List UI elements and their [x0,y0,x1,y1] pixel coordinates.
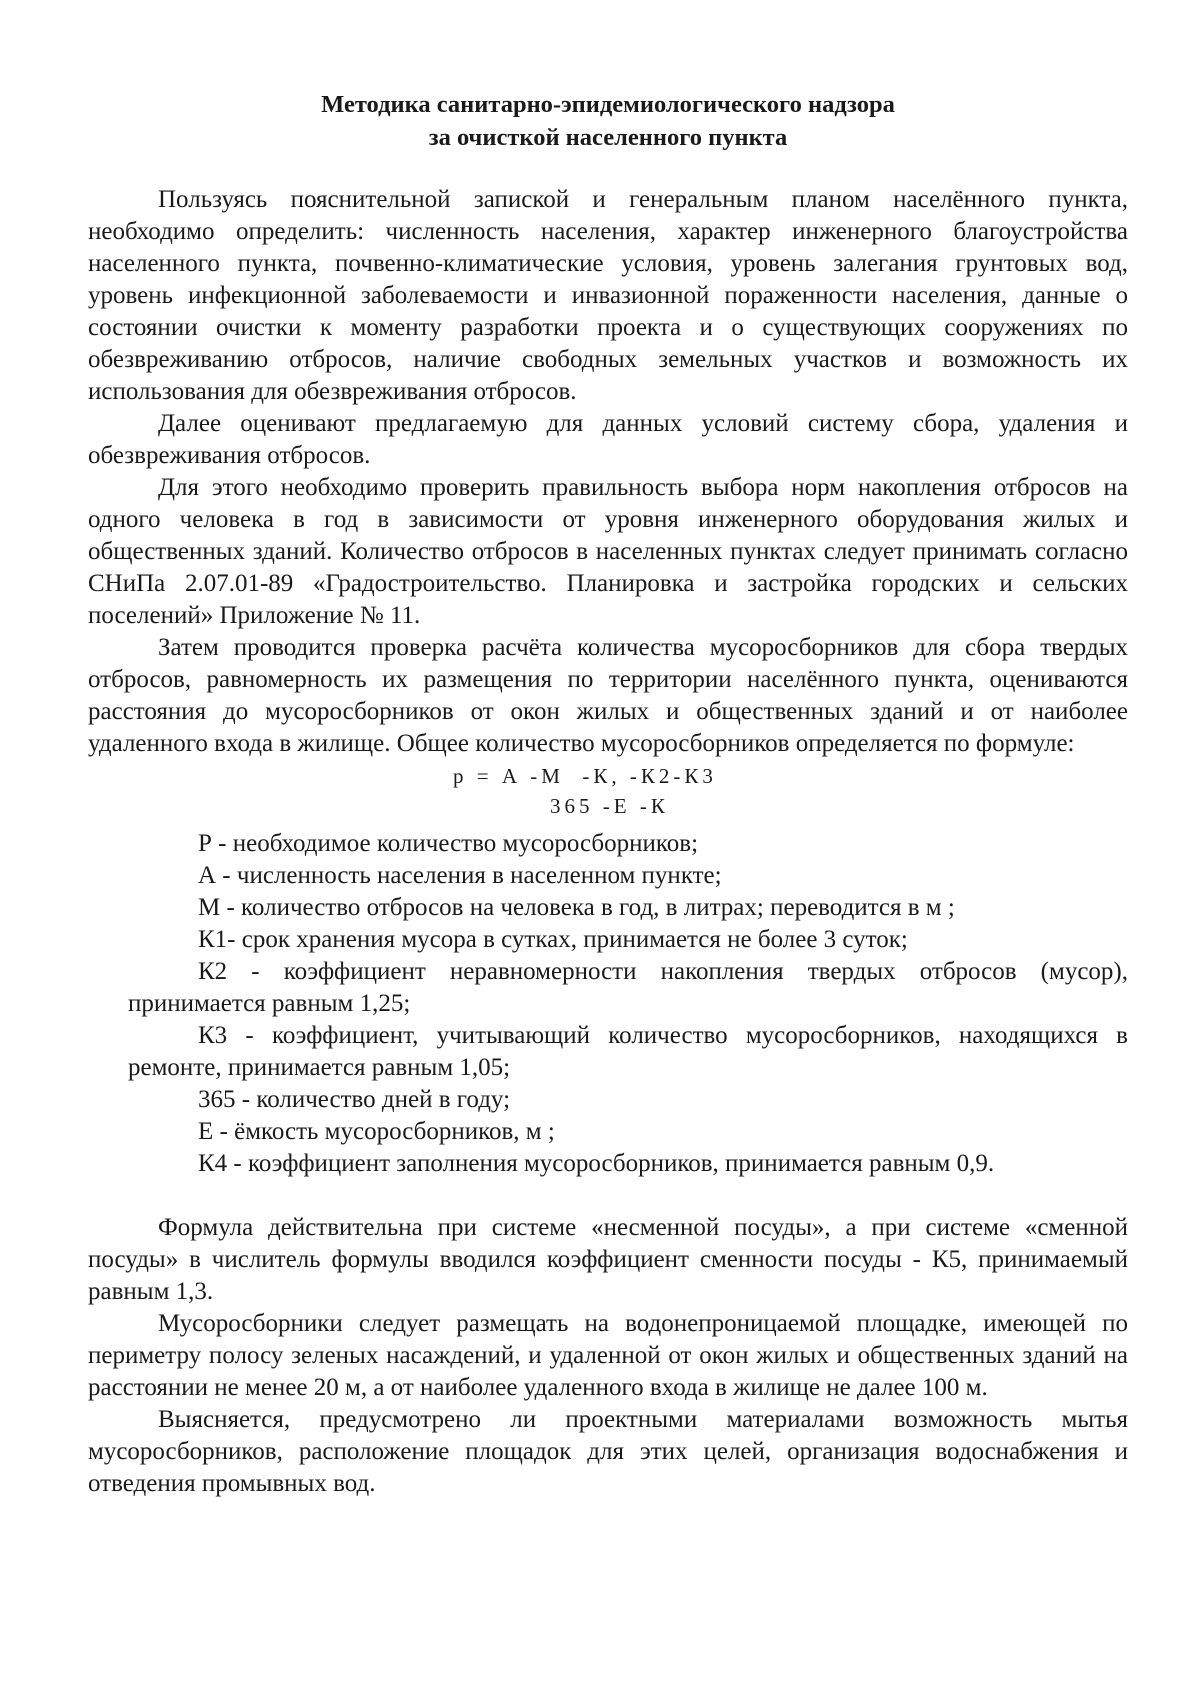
definition-item: К2 - коэффициент неравномерности накопления твердых отбросов (мусор), принимается равным 1,25; [128,958,1128,1017]
title-line-2: за очисткой населенного пункта [428,124,788,151]
paragraph-washing: Выясняется, предусмотрено ли проектными материалами возможность мытья мусоросборников, расположение площадок для этих целей, организация водоснабжения и отведения промывных вод. [88,1406,1128,1497]
paragraph-formula-note: Формула действительна при системе «несменной посуды», а при системе «сменной посуды» в числитель формулы вводился коэффициент сменности посуды - К5, принимаемый равным 1,3. [88,1214,1128,1305]
section-spacer [88,1180,1128,1212]
title-line-1: Методика санитарно-эпидемиологического надзора [321,91,895,118]
formula-numerator: p = А -М -К, -К2-К3 [453,764,717,788]
paragraph-placement: Мусоросборники следует размещать на водонепроницаемой площадке, имеющей по периметру полосу зеленых насаждений, и удаленной от окон жилых и общественных зданий на расстоянии не менее 20 м, а от наиболее удаленного входа в жилище не далее 100 м. [88,1310,1128,1401]
definitions-list [88,828,1128,1180]
document-body [88,184,1128,1500]
document-page [88,88,1128,1500]
definition-item: Е - ёмкость мусоросборников, м ; [198,1118,555,1145]
definition-item: К1- срок хранения мусора в сутках, принимается не более 3 суток; [198,926,908,953]
definition-item: К3 - коэффициент, учитывающий количество мусоросборников, находящихся в ремонте, принимается равным 1,05; [128,1022,1128,1081]
paragraph-norms: Для этого необходимо проверить правильность выбора норм накопления отбросов на одного человека в год в зависимости от уровня инженерного оборудования жилых и общественных зданий. Количество отбросов в населенных пунктах следует принимать согласно СНиПа 2.07.01-89 «Градостроительство. Планировка и застройка городских и сельских поселений» Приложение № 11. [88,474,1128,629]
paragraph-evaluation: Далее оценивают предлагаемую для данных условий систему сбора, удаления и обезвреживания отбросов. [88,410,1128,469]
paragraph-intro: Пользуясь пояснительной запиской и генеральным планом населённого пункта, необходимо определить: численность населения, характер инженерного благоустройства населенного пункта, почвенно-климатические условия, уровень залегания грунтовых вод, уровень инфекционной заболеваемости и инвазионной пораженности населения, данные о состоянии очистки к моменту разработки проекта и о существующих сооружениях по обезвреживанию отбросов, наличие свободных земельных участков и возможность их использования для обезвреживания отбросов. [88,186,1128,405]
definition-item: М - количество отбросов на человека в год, в литрах; переводится в м ; [198,894,955,921]
definition-item: К4 - коэффициент заполнения мусоросборников, принимается равным 0,9. [198,1150,995,1177]
definition-item: А - численность населения в населенном пункте; [198,862,722,889]
definition-item: 365 - количество дней в году; [198,1086,511,1113]
definition-item: Р - необходимое количество мусоросборников; [198,830,699,857]
formula [88,760,1128,824]
formula-denominator: 365 -Е -К [550,794,669,818]
paragraph-containers: Затем проводится проверка расчёта количества мусоросборников для сбора твердых отбросов, равномерность их размещения по территории населённого пункта, оцениваются расстояния до мусоросборников от окон жилых и общественных зданий и от наиболее удаленного входа в жилище. Общее количество мусоросборников определяется по формуле: [88,634,1128,757]
document-title [88,88,1128,154]
